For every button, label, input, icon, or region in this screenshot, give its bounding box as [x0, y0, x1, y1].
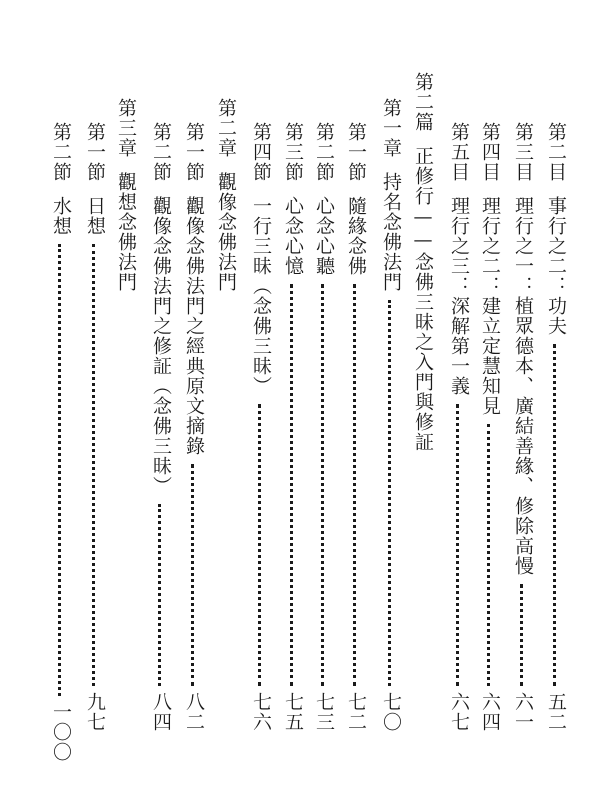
toc-entry — [345, 122, 367, 732]
entry-number: 第一節 — [84, 122, 106, 182]
toc-entry — [380, 98, 402, 732]
entry-title: 理行之一：植眾德本、廣結善緣、修除高慢 — [512, 196, 534, 576]
entry-page: 七三 — [313, 692, 335, 732]
dot-leader — [321, 284, 328, 686]
entry-title: 觀像念佛法門 — [215, 172, 237, 292]
entry-title: 觀像念佛法門之修証（念佛三昧） — [150, 196, 172, 496]
entry-number: 第二目 — [545, 122, 567, 182]
entry-title: 觀想念佛法門 — [115, 172, 137, 292]
dot-leader — [388, 300, 395, 686]
entry-number: 第三目 — [512, 122, 534, 182]
entry-number: 第二節 — [150, 122, 172, 182]
toc-entry-chapter — [115, 98, 137, 338]
toc-entry-part — [412, 72, 434, 492]
entry-page: 六七 — [448, 692, 470, 732]
entry-number: 第一節 — [345, 122, 367, 182]
entry-page: 七〇 — [380, 692, 402, 732]
entry-title: 心念心憶 — [282, 196, 304, 276]
dot-leader — [456, 404, 463, 686]
dot-leader — [553, 344, 560, 686]
toc-entry — [250, 122, 272, 732]
entry-page: 八四 — [150, 692, 172, 732]
entry-page: 六四 — [479, 692, 501, 732]
entry-title: 理行之二：建立定慧知見 — [479, 196, 501, 416]
toc-entry — [50, 122, 72, 762]
entry-number: 第二篇 — [412, 72, 434, 132]
toc-entry-chapter — [215, 98, 237, 338]
entry-title: 隨緣念佛 — [345, 196, 367, 276]
toc-entry — [512, 122, 534, 732]
entry-page: 七六 — [250, 692, 272, 732]
entry-number: 第二節 — [50, 122, 72, 182]
entry-title: 理行之三：深解第一義 — [448, 196, 470, 396]
entry-title: 觀像念佛法門之經典原文摘錄 — [183, 196, 205, 456]
entry-title: 心念心聽 — [313, 196, 335, 276]
dot-leader — [58, 244, 65, 696]
dot-leader — [158, 504, 165, 686]
entry-page: 八二 — [183, 692, 205, 732]
entry-page: 七五 — [282, 692, 304, 732]
entry-number: 第一節 — [183, 122, 205, 182]
entry-number: 第二節 — [313, 122, 335, 182]
toc-entry — [313, 122, 335, 732]
toc-entry — [150, 122, 172, 732]
entry-number: 第二章 — [215, 98, 237, 158]
dot-leader — [353, 284, 360, 686]
entry-page: 六一 — [512, 692, 534, 732]
toc-entry — [84, 122, 106, 732]
entry-title: 持名念佛法門 — [380, 172, 402, 292]
entry-title: 水想 — [50, 196, 72, 236]
entry-number: 第三節 — [282, 122, 304, 182]
entry-title: 事行之二：功夫 — [545, 196, 567, 336]
dot-leader — [290, 284, 297, 686]
toc-entry — [479, 122, 501, 732]
dot-leader — [487, 424, 494, 686]
entry-page: 五二 — [545, 692, 567, 732]
entry-title: 一行三昧（念佛三昧） — [250, 196, 272, 396]
entry-page: 一〇〇 — [50, 702, 72, 762]
toc-entry — [282, 122, 304, 732]
dot-leader — [520, 584, 527, 686]
toc-entry — [183, 122, 205, 732]
entry-number: 第四節 — [250, 122, 272, 182]
dot-leader — [258, 404, 265, 686]
entry-title: 正修行——念佛三昧之入門與修証 — [412, 146, 434, 452]
entry-number: 第三章 — [115, 98, 137, 158]
dot-leader — [92, 244, 99, 686]
dot-leader — [191, 464, 198, 686]
entry-number: 第一章 — [380, 98, 402, 158]
entry-page: 九七 — [84, 692, 106, 732]
toc-entry — [448, 122, 470, 732]
entry-title: 日想 — [84, 196, 106, 236]
entry-page: 七二 — [345, 692, 367, 732]
entry-number: 第四目 — [479, 122, 501, 182]
entry-number: 第五目 — [448, 122, 470, 182]
toc-entry — [545, 122, 567, 732]
